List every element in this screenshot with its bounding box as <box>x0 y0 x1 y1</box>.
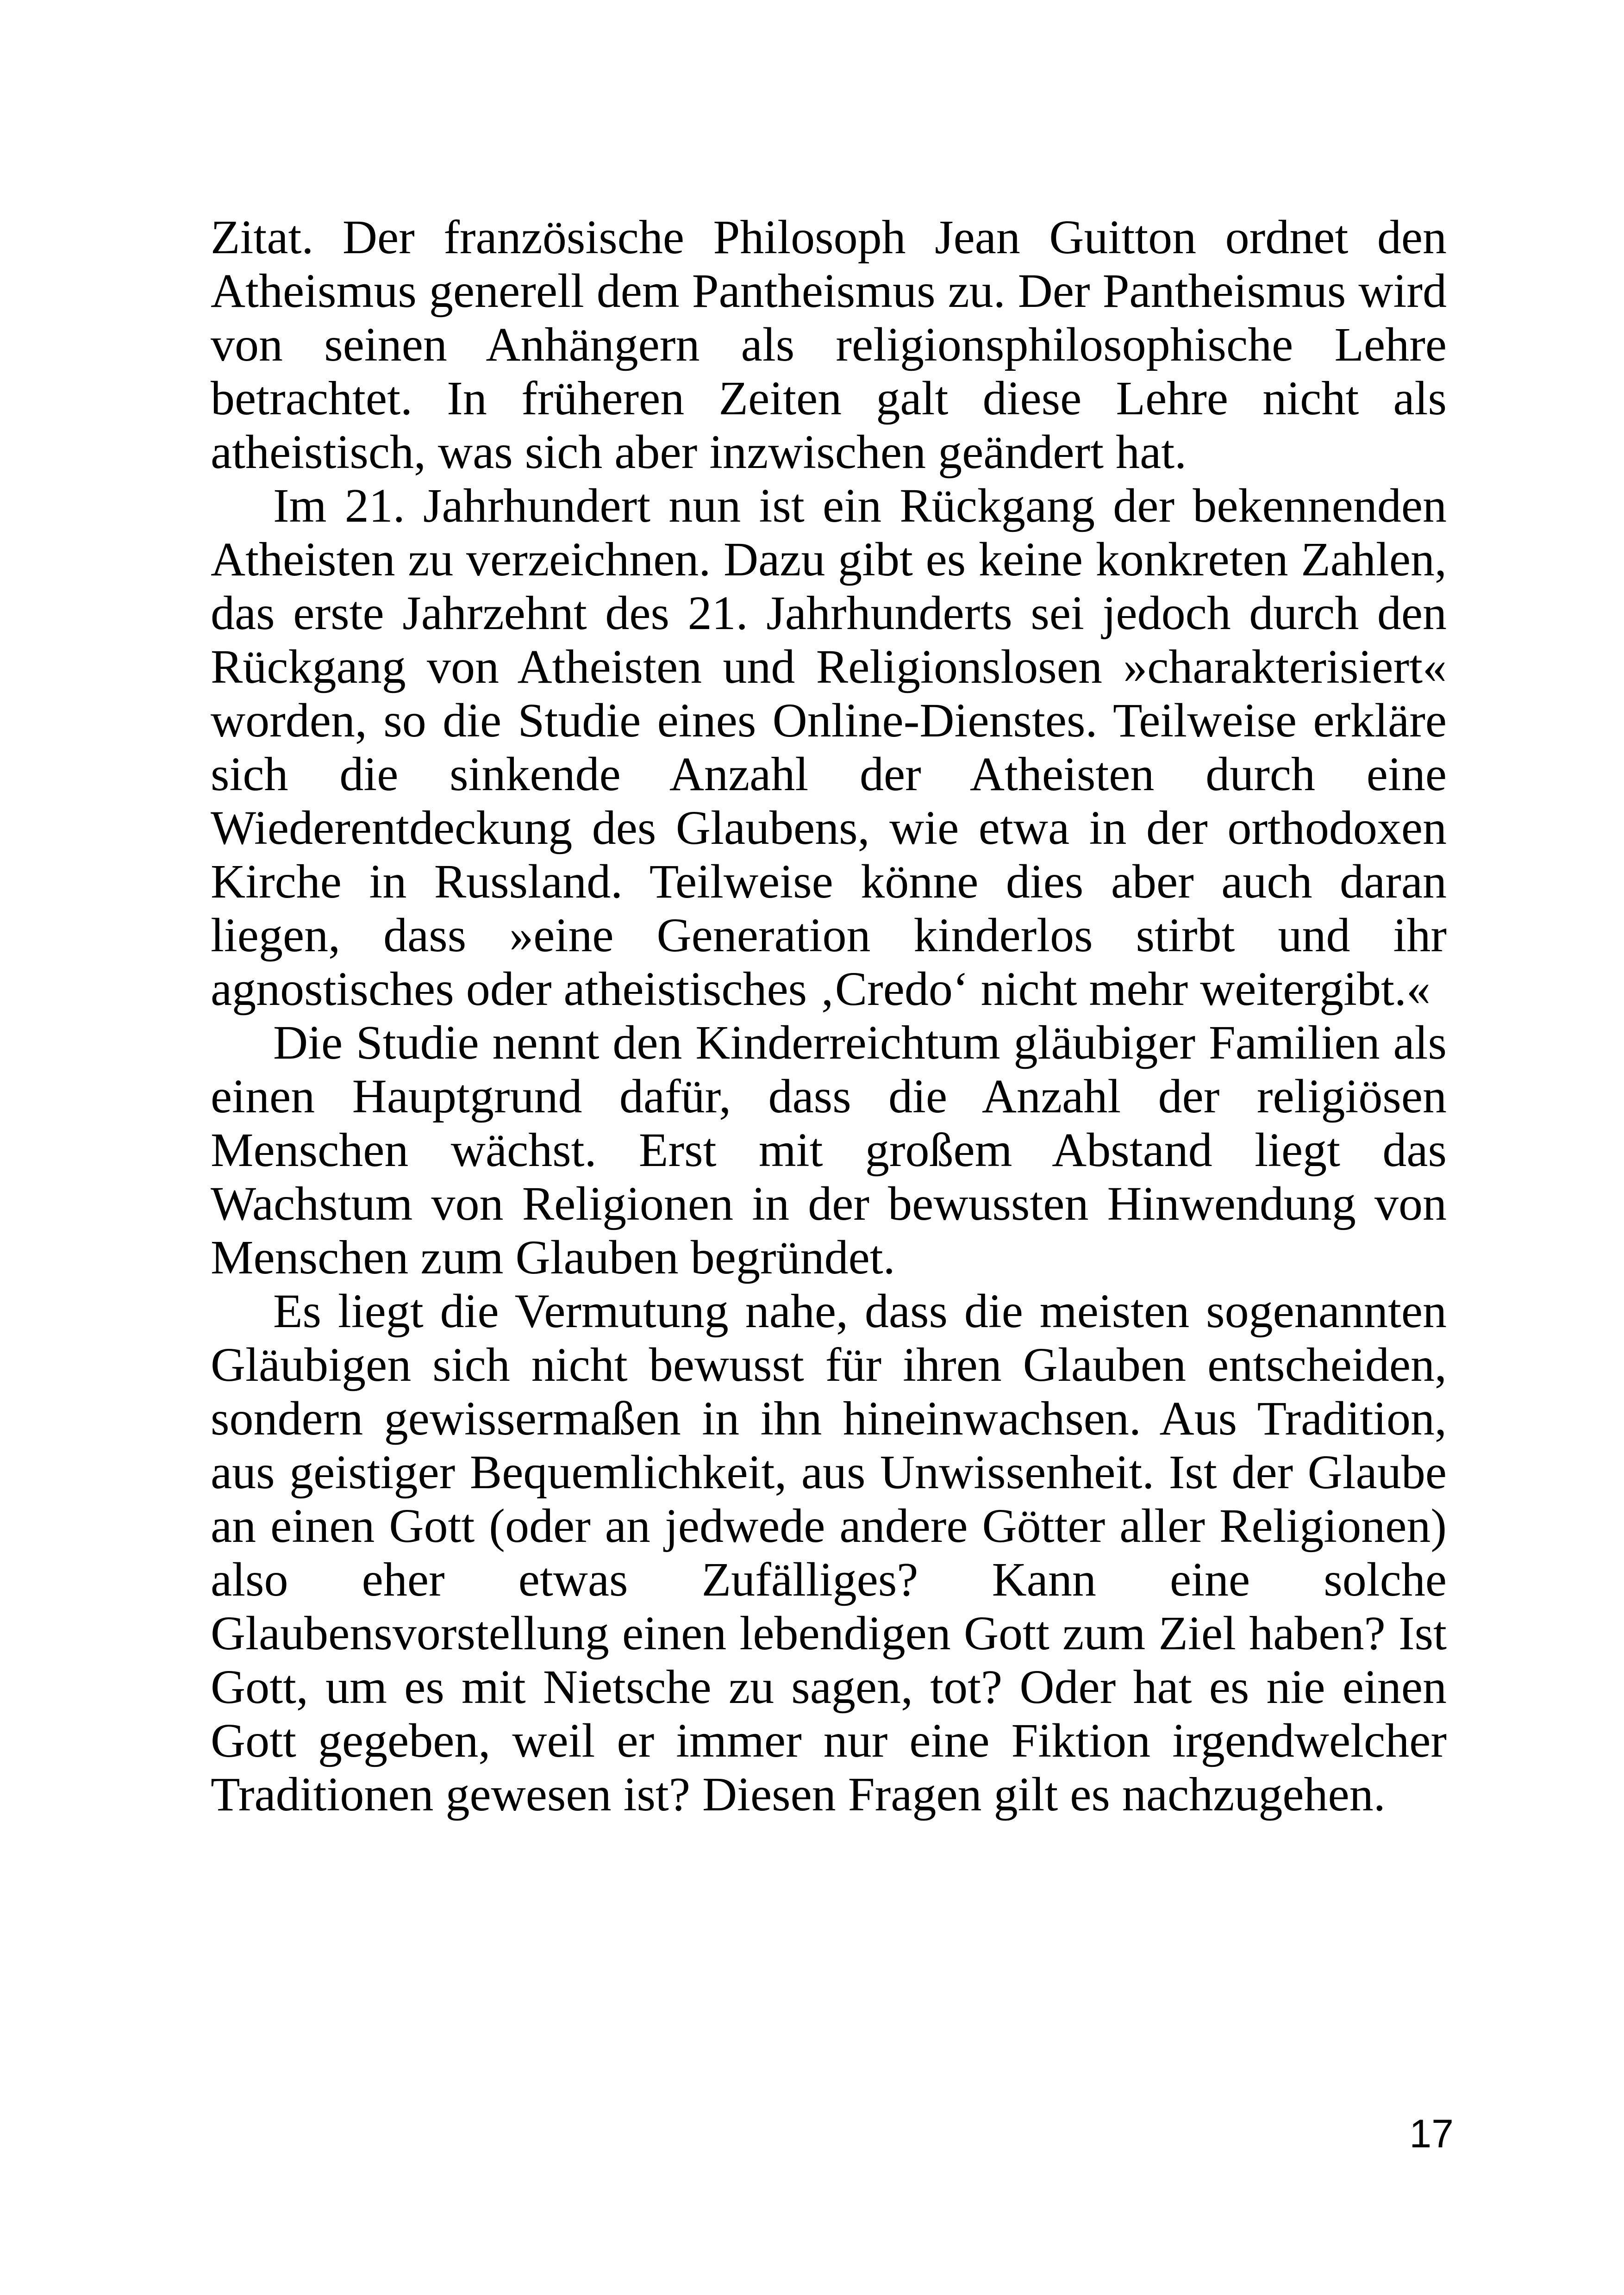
paragraph: Im 21. Jahrhundert nun ist ein Rückgang der bekennenden Atheisten zu verzeichnen. Dazu gibt es keine konkreten Zahlen, das erste Jahrzehnt des 21. Jahrhunderts sei jedoch durch den Rückgang von Atheisten und Religionslosen »charakterisiert« worden, so die Studie eines Online-Dienstes. Teilweise erkläre sich die sinkende Anzahl der Atheisten durch eine Wiederentdeckung des Glaubens, wie etwa in der orthodoxen Kirche in Russland. Teilweise könne dies aber auch daran liegen, dass »eine Generation kinderlos stirbt und ihr agnostisches oder atheistisches ‚Credo‘ nicht mehr weitergibt.« <box>211 479 1447 1016</box>
paragraph: Die Studie nennt den Kinderreichtum gläubiger Familien als einen Hauptgrund dafür, dass die Anzahl der religiösen Menschen wächst. Erst mit großem Abstand liegt das Wachstum von Religionen in der bewussten Hinwendung von Menschen zum Glauben begründet. <box>211 1016 1447 1284</box>
body-text <box>211 211 1447 1821</box>
paragraph: Es liegt die Vermutung nahe, dass die meisten sogenannten Gläubigen sich nicht bewusst für ihren Glauben entscheiden, sondern gewissermaßen in ihn hineinwachsen. Aus Tradition, aus geistiger Bequemlichkeit, aus Unwissenheit. Ist der Glaube an einen Gott (oder an jedwede andere Götter aller Religionen) also eher etwas Zufälliges? Kann eine solche Glaubensvorstellung einen lebendigen Gott zum Ziel haben? Ist Gott, um es mit Nietsche zu sagen, tot? Oder hat es nie einen Gott gegeben, weil er immer nur eine Fiktion irgendwelcher Traditionen gewesen ist? Diesen Fragen gilt es nachzugehen. <box>211 1285 1447 1821</box>
page-number: 17 <box>1409 2112 1454 2156</box>
paragraph-continued: Zitat. Der französische Philosoph Jean Guitton ordnet den Atheismus generell dem Pantheismus zu. Der Pantheismus wird von seinen Anhängern als religionsphilosophische Lehre betrachtet. In früheren Zeiten galt diese Lehre nicht als atheistisch, was sich aber inzwischen geändert hat. <box>211 211 1447 479</box>
